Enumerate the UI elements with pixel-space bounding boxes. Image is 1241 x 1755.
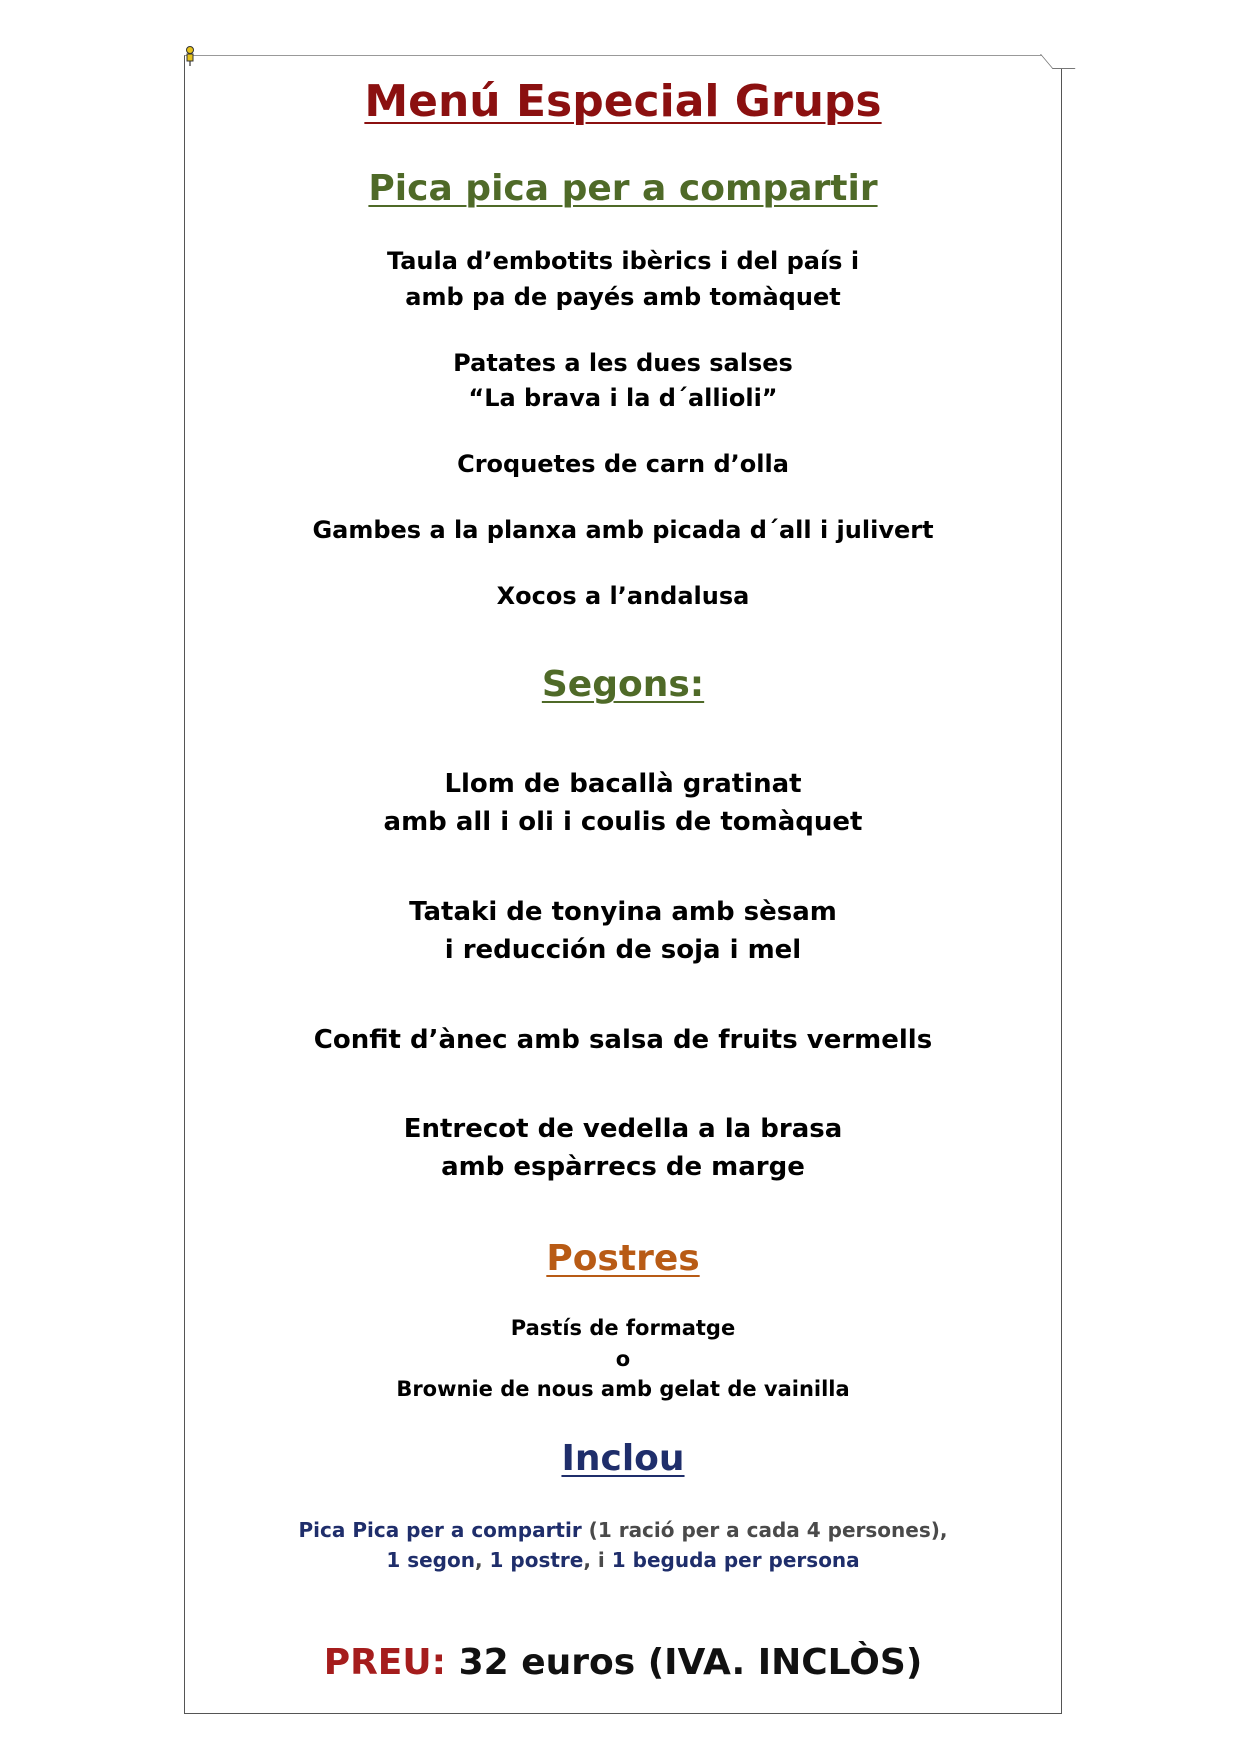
section-heading-postres: Postres — [546, 1238, 700, 1279]
includes-beguda-text: 1 beguda per persona — [611, 1548, 860, 1572]
dessert-item: Brownie de nous amb gelat de vainilla — [396, 1377, 850, 1401]
dessert-separator: o — [615, 1347, 631, 1371]
includes-separator: , — [474, 1548, 490, 1572]
section-heading-segons: Segons: — [541, 664, 705, 705]
menu-item: amb espàrrecs de marge — [441, 1152, 805, 1182]
includes-ratio-text: (1 ració per a cada 4 persones), — [581, 1518, 948, 1542]
includes-segon-text: 1 segon — [386, 1548, 475, 1572]
menu-item: Gambes a la planxa amb picada d´all i julivert — [312, 516, 934, 544]
menu-item: Taula d’embotits ibèrics i del país i — [386, 247, 860, 275]
section-heading-pica: Pica pica per a compartir — [368, 168, 878, 209]
price-value: 32 euros (IVA. INCLÒS) — [446, 1642, 923, 1683]
includes-pica-text: Pica Pica per a compartir — [298, 1518, 582, 1542]
includes-separator: , i — [583, 1548, 612, 1572]
menu-item: Patates a les dues salses — [453, 349, 793, 377]
section-heading-inclou: Inclou — [561, 1438, 685, 1479]
menu-item: amb pa de payés amb tomàquet — [405, 283, 841, 311]
includes-line-1 — [184, 1515, 1062, 1545]
menu-item: Tataki de tonyina amb sèsam — [409, 897, 837, 927]
menu-item: Xocos a l’andalusa — [496, 582, 750, 610]
page-fold-corner — [1040, 54, 1076, 69]
menu-item: Croquetes de carn d’olla — [457, 450, 789, 478]
price-label: PREU: — [323, 1642, 447, 1683]
includes-postre-text: 1 postre — [489, 1548, 584, 1572]
menu-item: Confit d’ànec amb salsa de fruits vermells — [313, 1025, 933, 1055]
includes-line-2 — [184, 1545, 1062, 1575]
price-line — [184, 1642, 1062, 1683]
pin-icon — [184, 46, 196, 66]
dessert-item: Pastís de formatge — [510, 1316, 736, 1340]
menu-item: Llom de bacallà gratinat — [444, 769, 802, 799]
menu-title: Menú Especial Grups — [364, 76, 882, 127]
menu-item: Entrecot de vedella a la brasa — [403, 1114, 843, 1144]
menu-item: i reducción de soja i mel — [444, 935, 802, 965]
menu-item: “La brava i la d´allioli” — [468, 384, 778, 412]
menu-item: amb all i oli i coulis de tomàquet — [383, 807, 863, 837]
